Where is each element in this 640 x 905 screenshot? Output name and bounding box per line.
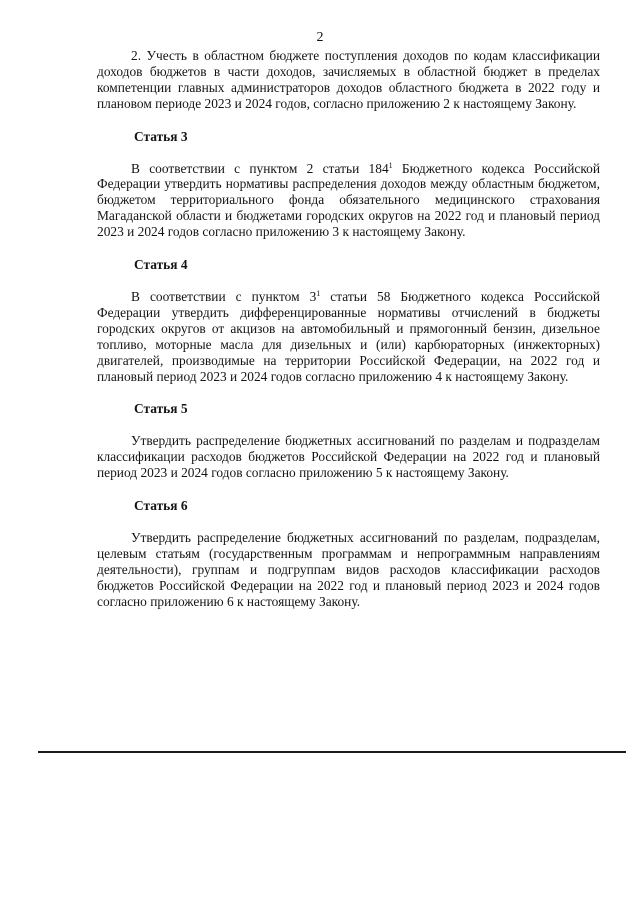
page-number: 2 (316, 30, 324, 45)
article-4-text-end: статьи 58 Бюджетного кодекса Российской Федерации утвердить дифференцированные нормативы отчислений в бюджеты городских округов от акцизов на автомобильный и прямогонный бензин, дизельное топливо, моторные масла для дизельных и (или) карбюраторных (инжекторных) двигателей, производимые на территории Российской Федерации, на 2022 год и плановый период 2023 и 2024 годов согласно приложению 4 к настоящему Закону. (97, 288, 600, 384)
article-5-heading: Статья 5 (134, 401, 188, 417)
article-4-text (97, 289, 600, 384)
article-3-text-start: В соответствии с пунктом 2 статьи 184 (131, 160, 389, 176)
article-5-text: Утвердить распределение бюджетных ассигнований по разделам и подразделам классификации расходов бюджетов Российской Федерации на 2022 год и плановый период 2023 и 2024 годов согласно приложению 5 к настоящему Закону. (97, 433, 600, 481)
article-6-text: Утвердить распределение бюджетных ассигнований по разделам, подразделам, целевым статьям (государственным программам и непрограммным направлениям деятельности), группам и подгруппам видов расходов классификации расходов бюджетов Российской Федерации на 2022 год и плановый период 2023 и 2024 годов согласно приложению 6 к настоящему Закону. (97, 529, 600, 609)
article-4-superscript: 1 (316, 288, 321, 298)
article-6-heading: Статья 6 (134, 498, 188, 514)
article-3-text-end: Бюджетного кодекса Российской Федерации утвердить нормативы распределения доходов между областным бюджетом, бюджетом территориального фонда обязательного медицинского страхования Магаданской области и бюджетами городских округов на 2022 год и плановый период 2023 и 2024 годов согласно приложению 3 к настоящему Закону. (97, 160, 601, 240)
article-4-text-start: В соответствии с пунктом 3 (131, 288, 317, 304)
footer-divider (38, 751, 626, 753)
paragraph-item-2: 2. Учесть в областном бюджете поступления доходов по кодам классификации доходов бюджетов в части доходов, зачисляемых в областной бюджет в пределах компетенции главных администраторов доходов областного бюджета в 2022 году и плановом периоде 2023 и 2024 годов, согласно приложению 2 к настоящему Закону. (97, 48, 600, 111)
article-3-text (97, 161, 600, 241)
article-4-heading: Статья 4 (134, 257, 188, 273)
document-body (97, 48, 600, 609)
article-3-superscript: 1 (388, 160, 393, 170)
article-3-heading: Статья 3 (134, 128, 188, 144)
